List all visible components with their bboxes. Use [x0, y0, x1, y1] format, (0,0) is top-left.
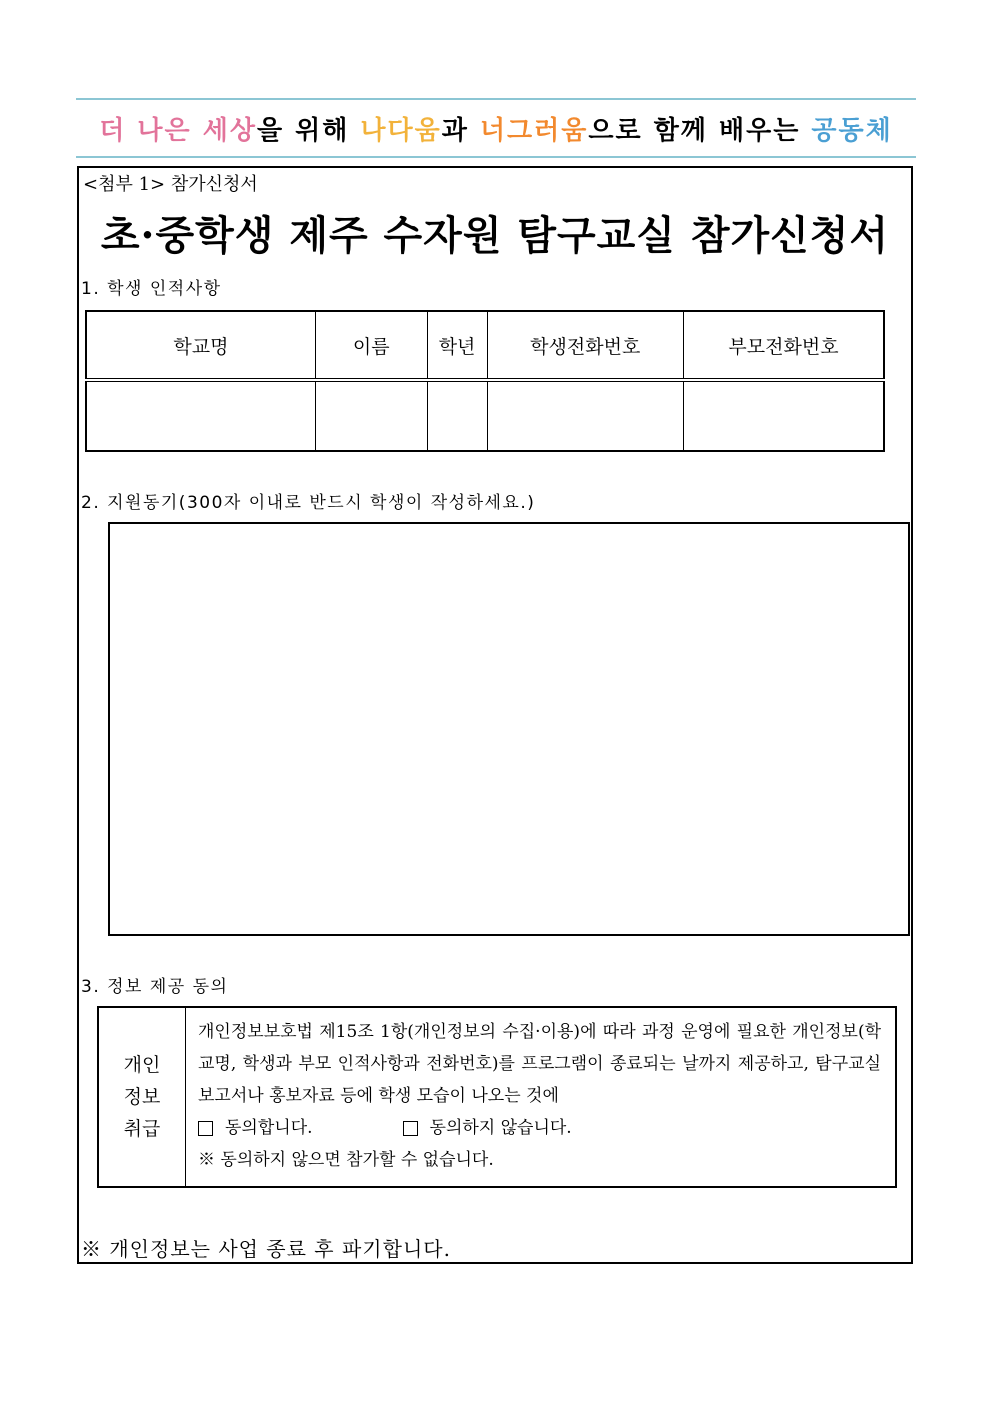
section2-heading: 2. 지원동기(300자 이내로 반드시 학생이 작성하세요.) — [81, 493, 536, 513]
school-name-cell[interactable] — [86, 380, 315, 451]
footer-note: ※ 개인정보는 사업 종료 후 파기합니다. — [81, 1237, 451, 1261]
agree-option[interactable] — [198, 1112, 313, 1144]
consent-notice: ※ 동의하지 않으면 참가할 수 없습니다. — [198, 1150, 494, 1170]
attachment-label: <첨부 1> 참가신청서 — [83, 174, 258, 195]
label-line: 정보 — [123, 1086, 161, 1108]
grade-cell[interactable] — [427, 380, 487, 451]
student-phone-header: 학생전화번호 — [487, 311, 683, 380]
label-line: 취급 — [123, 1118, 161, 1140]
consent-body-cell — [186, 1007, 897, 1187]
slogan-segment: 공동체 — [811, 115, 893, 146]
document-title: 초·중학생 제주 수자원 탐구교실 참가신청서 — [100, 212, 890, 259]
consent-text: 개인정보보호법 제15조 1항(개인정보의 수집·이용)에 따라 과정 운영에 필요한 개인정보(학교명, 학생과 부모 인적사항과 전화번호)를 프로그램이 종료되는 날까지 제공하고, 탐구교실 보고서나 홍보자료 등에 학생 모습이 나오는 것에 — [198, 1022, 881, 1106]
disagree-label: 동의하지 않습니다. — [429, 1118, 572, 1138]
name-cell[interactable] — [315, 380, 427, 451]
section1-heading: 1. 학생 인적사항 — [81, 279, 222, 299]
slogan-segment: 과 — [441, 115, 480, 146]
consent-options — [198, 1112, 881, 1144]
section3-heading: 3. 정보 제공 동의 — [81, 977, 229, 997]
parent-phone-header: 부모전화번호 — [683, 311, 884, 380]
name-header: 이름 — [315, 311, 427, 380]
table-row — [86, 380, 884, 451]
checkbox-icon[interactable] — [403, 1121, 418, 1136]
slogan-segment: 으로 함께 배우는 — [588, 115, 812, 146]
school-name-header: 학교명 — [86, 311, 315, 380]
slogan-banner — [76, 98, 916, 158]
agree-label: 동의합니다. — [225, 1118, 313, 1138]
parent-phone-cell[interactable] — [683, 380, 884, 451]
grade-header: 학년 — [427, 311, 487, 380]
slogan-segment: 너그러움 — [479, 115, 589, 146]
disagree-option[interactable] — [403, 1112, 572, 1144]
slogan-segment: 나다움 — [360, 115, 442, 146]
slogan-text — [99, 110, 892, 147]
table-header-row — [86, 311, 884, 380]
consent-table — [97, 1006, 897, 1188]
label-line: 개인 — [123, 1054, 161, 1076]
student-info-table — [85, 310, 885, 452]
slogan-segment: 더 나은 세상 — [99, 115, 257, 146]
motivation-textbox[interactable] — [108, 522, 910, 936]
consent-row — [98, 1007, 896, 1187]
consent-label-cell — [98, 1007, 186, 1187]
checkbox-icon[interactable] — [198, 1121, 213, 1136]
student-phone-cell[interactable] — [487, 380, 683, 451]
slogan-segment: 을 위해 — [256, 115, 361, 146]
application-form — [77, 166, 913, 1264]
